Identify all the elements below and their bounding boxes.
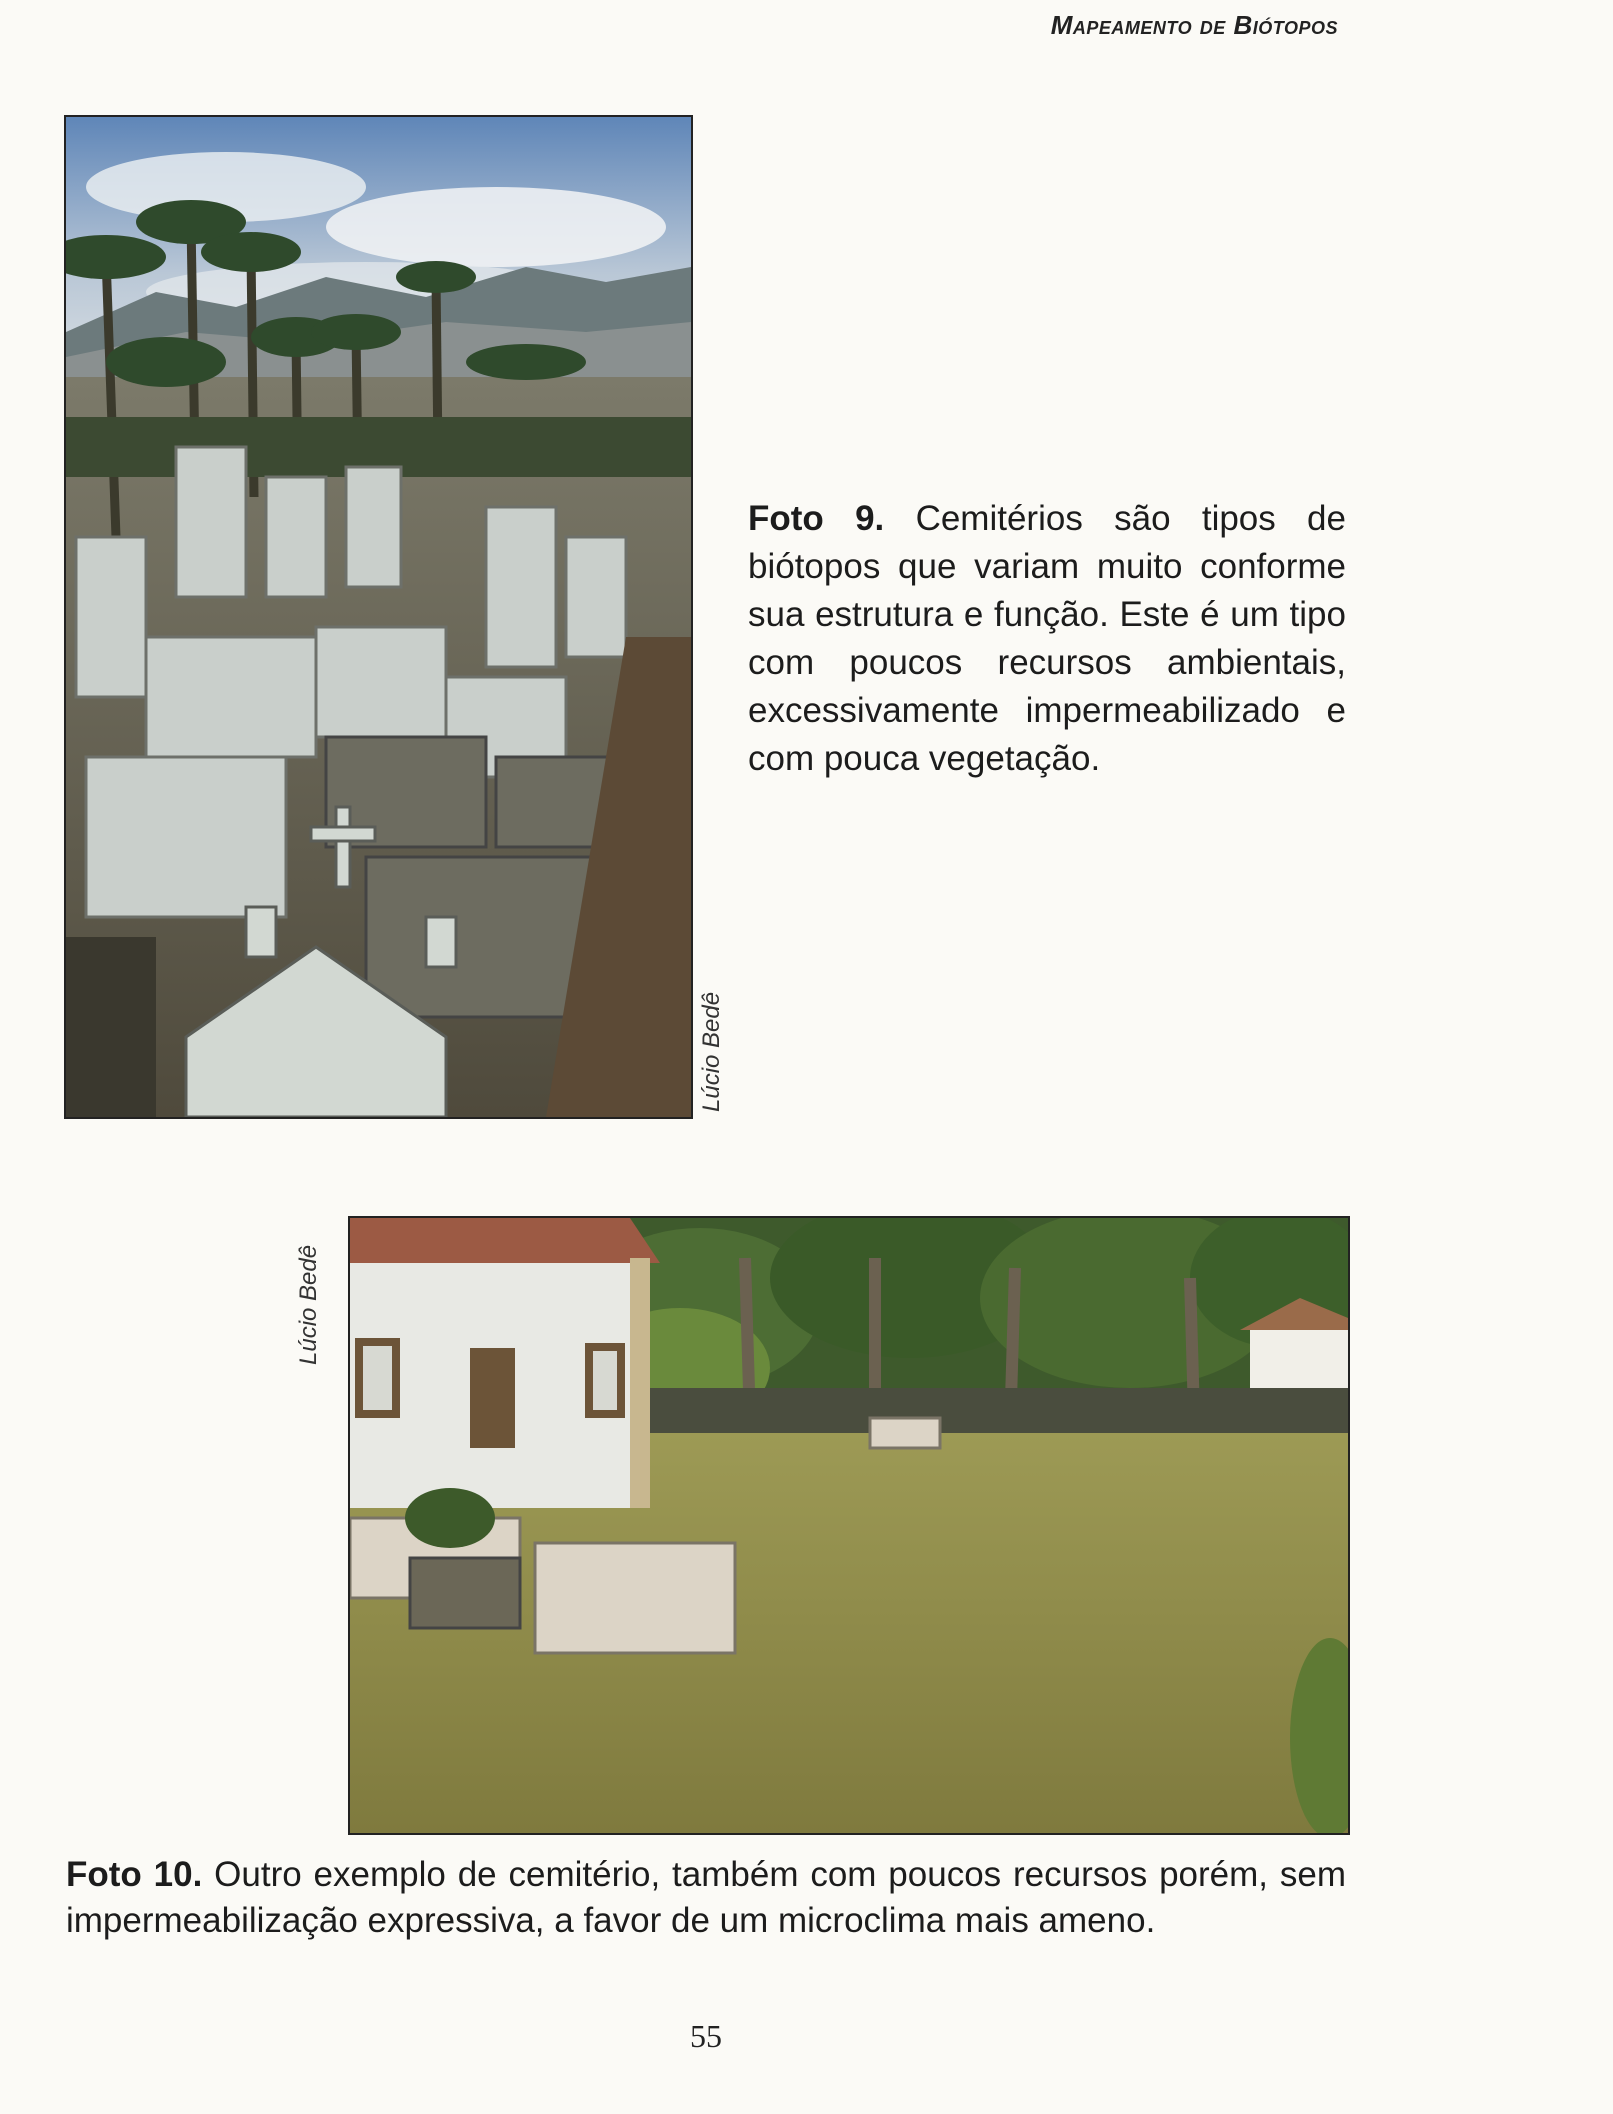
photo-10-caption-label: Foto 10. <box>66 1855 203 1894</box>
photo-9-caption <box>748 495 1346 783</box>
photo-9-caption-text: Cemitérios são tipos de biótopos que variam muito conforme sua estrutura e função. Este é um tipo com poucos recursos ambientais, excessivamente impermeabilizado e com pouca vegetação. <box>748 499 1346 778</box>
photo-10-caption <box>66 1852 1346 1944</box>
photo-9-cemetery-image <box>64 115 693 1119</box>
photo-9-credit: Lúcio Bedê <box>698 991 725 1112</box>
photo-10-illustration <box>350 1218 1348 1833</box>
running-header: Mapeamento de Biótopos <box>1050 10 1338 40</box>
photo-10-caption-text: Outro exemplo de cemitério, também com poucos recursos porém, sem impermeabilização expressiva, a favor de um microclima mais ameno. <box>66 1855 1346 1940</box>
photo-10-credit: Lúcio Bedê <box>295 1244 322 1365</box>
page-number: 55 <box>690 2018 722 2054</box>
photo-9-caption-label: Foto 9. <box>748 499 885 538</box>
photo-10-cemetery-image <box>348 1216 1350 1835</box>
photo-9-illustration <box>66 117 691 1117</box>
